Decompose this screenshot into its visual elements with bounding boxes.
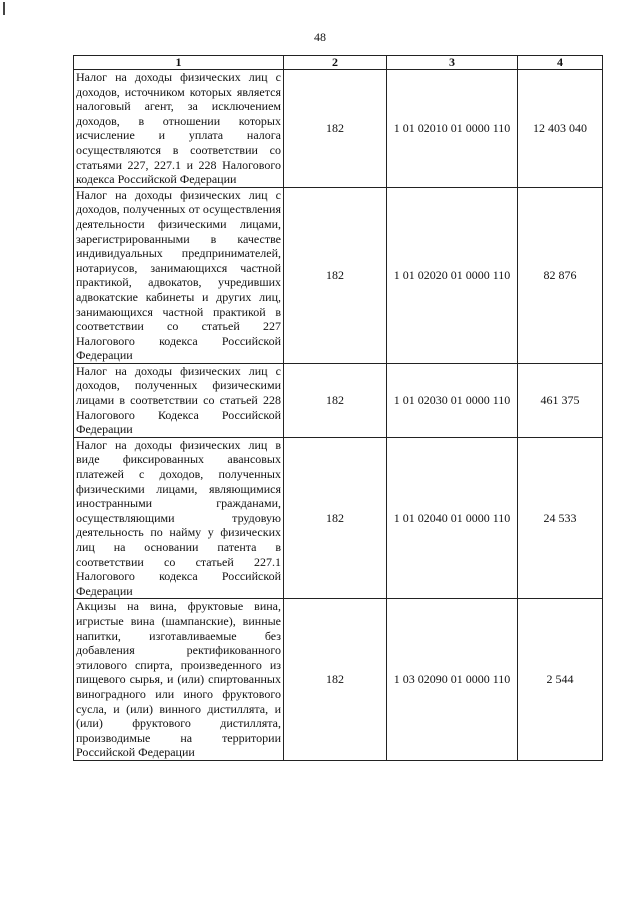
amount: 461 375 xyxy=(518,363,603,437)
revenue-description: Налог на доходы физических лиц с доходов, полученных физическими лицами в соответствии со статьей 228 Налогового Кодекса Российской Федерации xyxy=(74,363,284,437)
revenue-description: Налог на доходы физических лиц в виде фиксированных авансовых платежей с доходов, полученных физическими лицами, являющимися иностранными гражданами, осуществляющими трудовую деятельность по найму у физических лиц на основании патента в соответствии со статьей 227.1 Налогового кодекса Российской Федерации xyxy=(74,437,284,599)
column-header-3: 3 xyxy=(387,56,518,70)
column-header-2: 2 xyxy=(284,56,387,70)
admin-code: 182 xyxy=(284,437,387,599)
admin-code: 182 xyxy=(284,363,387,437)
table-row xyxy=(74,437,603,599)
budget-classification-code: 1 01 02020 01 0000 110 xyxy=(387,187,518,363)
amount: 2 544 xyxy=(518,599,603,761)
budget-classification-code: 1 03 02090 01 0000 110 xyxy=(387,599,518,761)
revenue-description: Акцизы на вина, фруктовые вина, игристые вина (шампанские), винные напитки, изготавливаемые без добавления ректификованного этилового спирта, произведенного из пищевого сырья, и (или) спиртованных виноградного или иного фруктового сусла, и (или) винного дистиллята, и (или) фруктового дистиллята, производимые на территории Российской Федерации xyxy=(74,599,284,761)
admin-code: 182 xyxy=(284,187,387,363)
budget-classification-code: 1 01 02010 01 0000 110 xyxy=(387,70,518,188)
table-row xyxy=(74,187,603,363)
column-header-1: 1 xyxy=(74,56,284,70)
admin-code: 182 xyxy=(284,599,387,761)
budget-classification-code: 1 01 02040 01 0000 110 xyxy=(387,437,518,599)
amount: 12 403 040 xyxy=(518,70,603,188)
table-row xyxy=(74,70,603,188)
revenue-table xyxy=(73,55,603,761)
amount: 82 876 xyxy=(518,187,603,363)
table-row xyxy=(74,363,603,437)
amount: 24 533 xyxy=(518,437,603,599)
column-header-4: 4 xyxy=(518,56,603,70)
page-number: 48 xyxy=(314,30,326,44)
revenue-description: Налог на доходы физических лиц с доходов, полученных от осуществления деятельности физическими лицами, зарегистрированными в качестве индивидуальных предпринимателей, нотариусов, занимающихся частной практикой, адвокатов, учредивших адвокатские кабинеты и других лиц, занимающихся частной практикой в соответствии со статьей 227 Налогового кодекса Российской Федерации xyxy=(74,187,284,363)
table-row xyxy=(74,599,603,761)
table-header-row xyxy=(74,56,603,70)
scan-edge-mark xyxy=(3,2,5,15)
budget-classification-code: 1 01 02030 01 0000 110 xyxy=(387,363,518,437)
admin-code: 182 xyxy=(284,70,387,188)
revenue-description: Налог на доходы физических лиц с доходов, источником которых является налоговый агент, за исключением доходов, в отношении которых исчисление и уплата налога осуществляются в соответствии со статьями 227, 227.1 и 228 Налогового кодекса Российской Федерации xyxy=(74,70,284,188)
